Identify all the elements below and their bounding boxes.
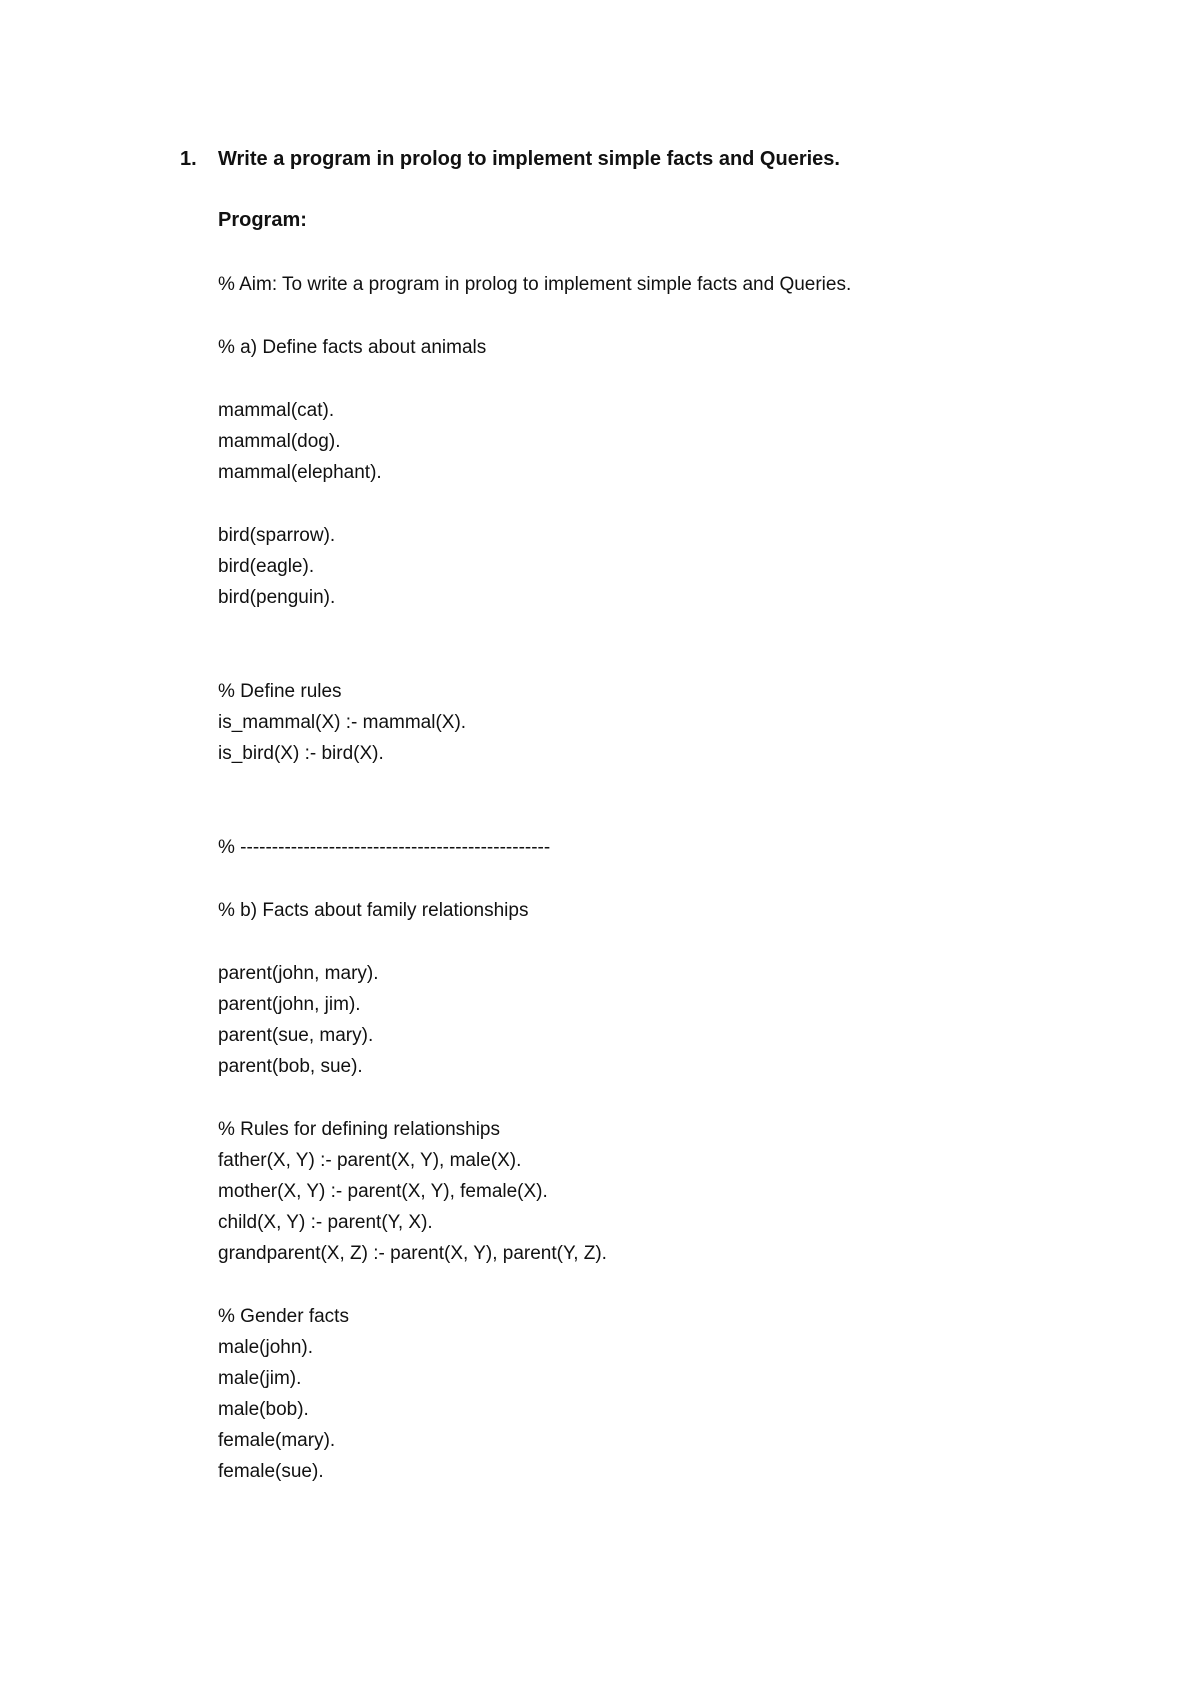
question-title: Write a program in prolog to implement simple facts and Queries. [218, 148, 840, 170]
code-line: grandparent(X, Z) :- parent(X, Y), parent(Y, Z). [218, 1243, 607, 1264]
question-heading [180, 147, 840, 171]
section-a-comment: % a) Define facts about animals [218, 337, 487, 358]
code-line: male(jim). [218, 1368, 302, 1389]
code-line: mammal(dog). [218, 431, 341, 452]
code-line: mother(X, Y) :- parent(X, Y), female(X). [218, 1181, 548, 1202]
code-line: parent(john, mary). [218, 963, 379, 984]
code-line: mammal(cat). [218, 400, 335, 421]
code-line: mammal(elephant). [218, 462, 382, 483]
code-line: female(mary). [218, 1430, 336, 1451]
code-line: male(bob). [218, 1399, 309, 1420]
code-line: bird(eagle). [218, 556, 315, 577]
gender-comment: % Gender facts [218, 1306, 349, 1327]
aim-comment: % Aim: To write a program in prolog to implement simple facts and Queries. [218, 274, 852, 295]
code-line: male(john). [218, 1337, 314, 1358]
section-b-comment: % b) Facts about family relationships [218, 900, 529, 921]
code-line: is_bird(X) :- bird(X). [218, 743, 384, 764]
code-line: child(X, Y) :- parent(Y, X). [218, 1212, 433, 1233]
separator-comment: % ------------------------------------------------- [218, 837, 551, 858]
code-line: female(sue). [218, 1461, 324, 1482]
question-number: 1. [180, 148, 197, 170]
rules-comment: % Define rules [218, 681, 342, 702]
code-line: bird(penguin). [218, 587, 336, 608]
code-line: is_mammal(X) :- mammal(X). [218, 712, 467, 733]
code-line: father(X, Y) :- parent(X, Y), male(X). [218, 1150, 522, 1171]
code-line: parent(sue, mary). [218, 1025, 374, 1046]
rules-relationships-comment: % Rules for defining relationships [218, 1119, 500, 1140]
code-line: bird(sparrow). [218, 525, 336, 546]
program-label: Program: [218, 209, 307, 231]
code-line: parent(john, jim). [218, 994, 361, 1015]
code-line: parent(bob, sue). [218, 1056, 363, 1077]
